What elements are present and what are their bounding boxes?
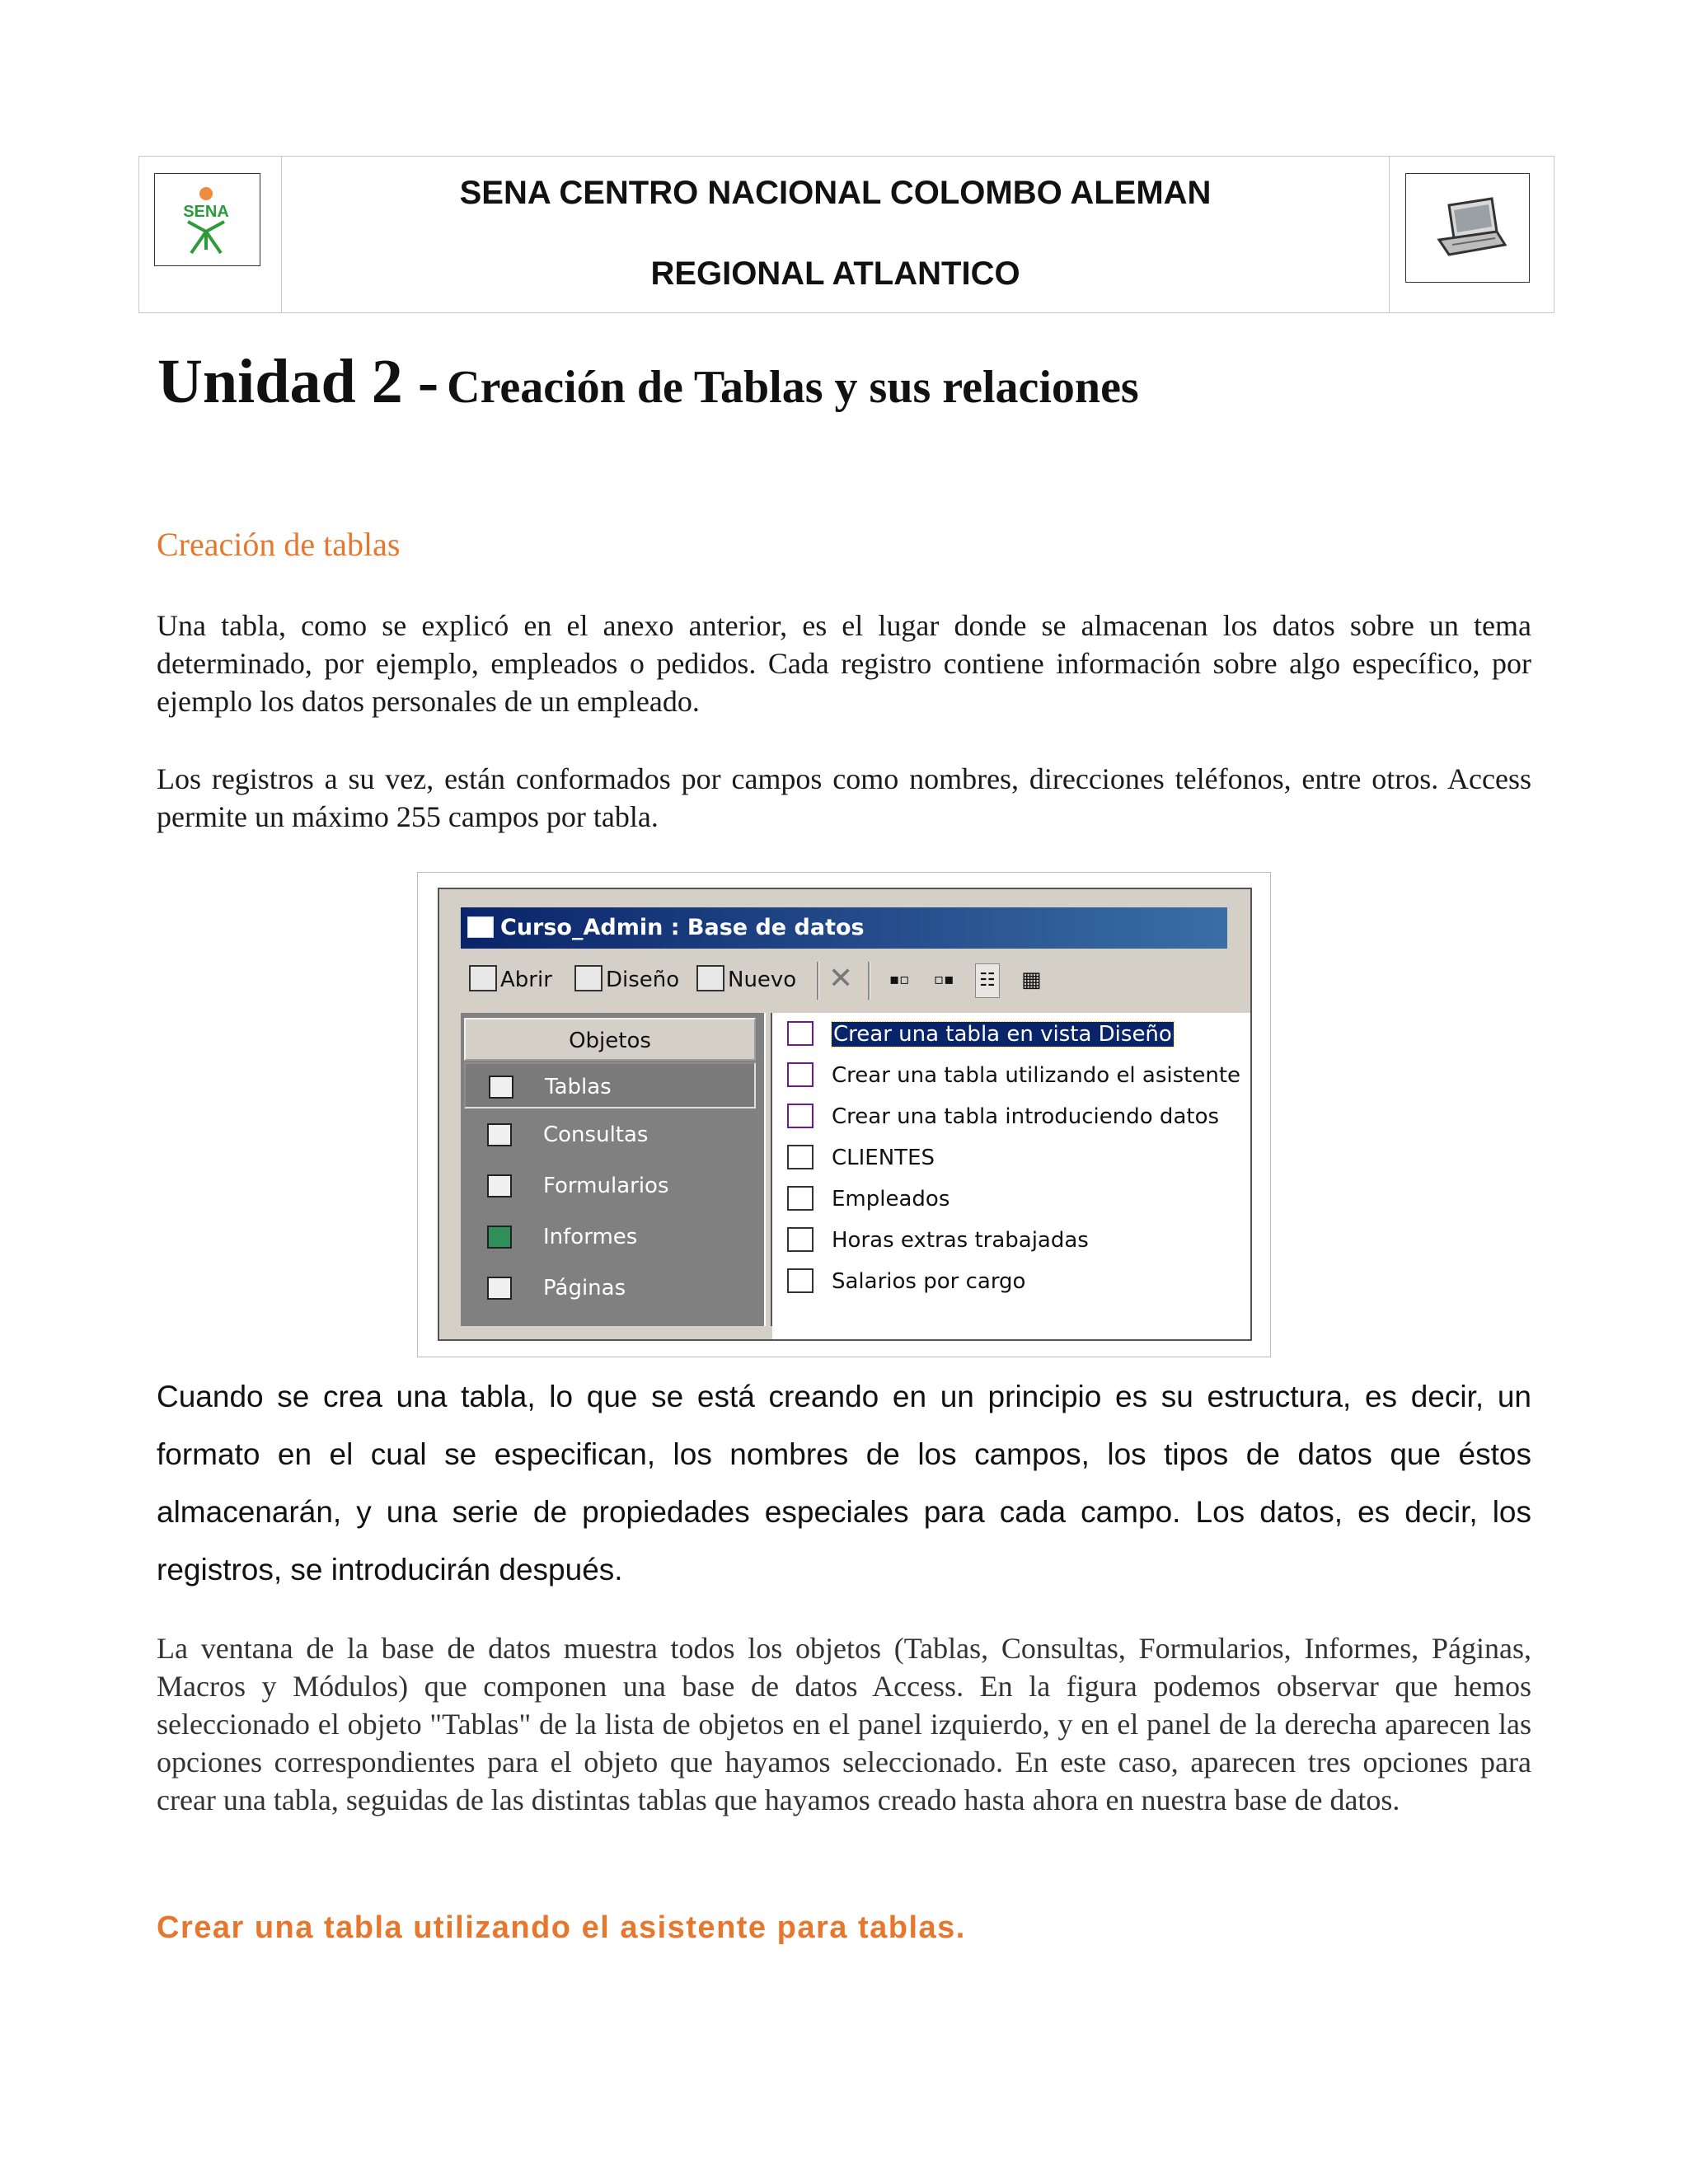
new-icon (696, 965, 724, 991)
objects-pane (461, 1013, 764, 1326)
header-image-cell (1389, 157, 1554, 312)
database-window (438, 888, 1252, 1341)
table-icon (787, 1145, 814, 1169)
open-icon (469, 965, 497, 991)
list-item[interactable]: Crear una tabla en vista Diseño (787, 1018, 1174, 1051)
paragraph-3: Cuando se crea una tabla, lo que se está creando en un principio es su estructura, es decir, un formato en el cual se especifican, los nombres de los campos, los tipos de datos que éstos almacenarán, y una serie de propiedades especiales para cada campo. Los datos, es decir, los registros, se introducirán después. (157, 1380, 1531, 1586)
list-item[interactable]: Horas extras trabajadas (787, 1224, 1089, 1257)
toolbar (461, 955, 1227, 1006)
window-titlebar (461, 907, 1227, 949)
object-pages[interactable]: Páginas (464, 1265, 756, 1311)
database-icon (467, 916, 494, 938)
unit-title (157, 346, 1139, 418)
new-button[interactable]: Nuevo (696, 963, 796, 996)
svg-text:SENA: SENA (183, 203, 229, 221)
window-title: Curso_Admin : Base de datos (500, 915, 865, 940)
object-reports[interactable]: Informes (464, 1214, 756, 1260)
list-item[interactable]: Crear una tabla utilizando el asistente (787, 1059, 1240, 1092)
list-item[interactable]: Crear una tabla introduciendo datos (787, 1100, 1219, 1133)
report-icon (487, 1226, 512, 1249)
unit-number: Unidad 2 (157, 347, 403, 416)
header-logo-cell (139, 157, 282, 312)
datasheet-icon (787, 1104, 814, 1128)
toolbar-separator (868, 962, 870, 1000)
list-item[interactable]: Empleados (787, 1183, 950, 1216)
header-title-line2: REGIONAL ATLANTICO (650, 255, 1020, 292)
list-view-button[interactable]: ☷ (975, 963, 1000, 998)
laptop-icon (1406, 174, 1529, 282)
objects-header[interactable]: Objetos (464, 1018, 756, 1061)
list-item[interactable]: Salarios por cargo (787, 1265, 1025, 1298)
access-window-figure (417, 872, 1271, 1357)
object-queries[interactable]: Consultas (464, 1112, 756, 1158)
list-item[interactable]: CLIENTES (787, 1141, 935, 1174)
unit-subtitle: Creación de Tablas y sus relaciones (447, 362, 1139, 413)
object-tables[interactable]: Tablas (464, 1062, 756, 1108)
subheading: Crear una tabla utilizando el asistente para tablas. (157, 1910, 966, 1945)
table-icon (489, 1076, 513, 1099)
design-button[interactable]: Diseño (574, 963, 679, 996)
laptop-image (1405, 173, 1530, 283)
details-view-button[interactable]: ▦ (1021, 968, 1042, 992)
section-heading: Creación de tablas (157, 526, 401, 563)
paragraph-1: Una tabla, como se explicó en el anexo anterior, es el lugar donde se almacenan los datos sobre un tema determinado, por ejemplo, empleados o pedidos. Cada registro contiene información sobre algo específico, por ejemplo los datos personales de un empleado. (157, 609, 1531, 718)
header-title-line1: SENA CENTRO NACIONAL COLOMBO ALEMAN (459, 175, 1212, 211)
sena-logo (154, 173, 260, 266)
unit-dash: - (417, 347, 439, 416)
wizard-icon (787, 1062, 814, 1087)
toolbar-separator (817, 962, 819, 1000)
sena-logo-icon (155, 174, 260, 265)
items-pane (772, 1013, 1250, 1341)
header-table (138, 156, 1554, 313)
object-forms[interactable]: Formularios (464, 1163, 756, 1209)
table-icon (787, 1227, 814, 1252)
page-icon (487, 1277, 512, 1300)
design-view-icon (787, 1021, 814, 1046)
table-icon (787, 1268, 814, 1293)
query-icon (487, 1123, 512, 1146)
form-icon (487, 1174, 512, 1197)
large-icons-button[interactable]: ▪▫ (889, 971, 910, 988)
paragraph-2: Los registros a su vez, están conformados por campos como nombres, direcciones teléfonos, entre otros. Access permite un máximo 255 campos por tabla. (157, 762, 1531, 833)
table-icon (787, 1186, 814, 1211)
pane-splitter[interactable] (764, 1013, 772, 1326)
delete-icon[interactable]: ✕ (828, 962, 854, 996)
open-button[interactable]: Abrir (469, 963, 552, 996)
paragraph-4: La ventana de la base de datos muestra todos los objetos (Tablas, Consultas, Formularios, Informes, Páginas, Macros y Módulos) que componen una base de datos Access. En la figura podemos observar que hemos seleccionado el objeto "Tablas" de la lista de objetos en el panel izquierdo, y en el panel de la derecha aparecen las opciones correspondientes para el objeto que hayamos seleccionado. En este caso, aparecen tres opciones para crear una tabla, seguidas de las distintas tablas que hayamos creado hasta ahora en nuestra base de datos. (157, 1632, 1531, 1816)
design-icon (574, 965, 603, 991)
small-icons-button[interactable]: ▫▪ (934, 971, 954, 988)
